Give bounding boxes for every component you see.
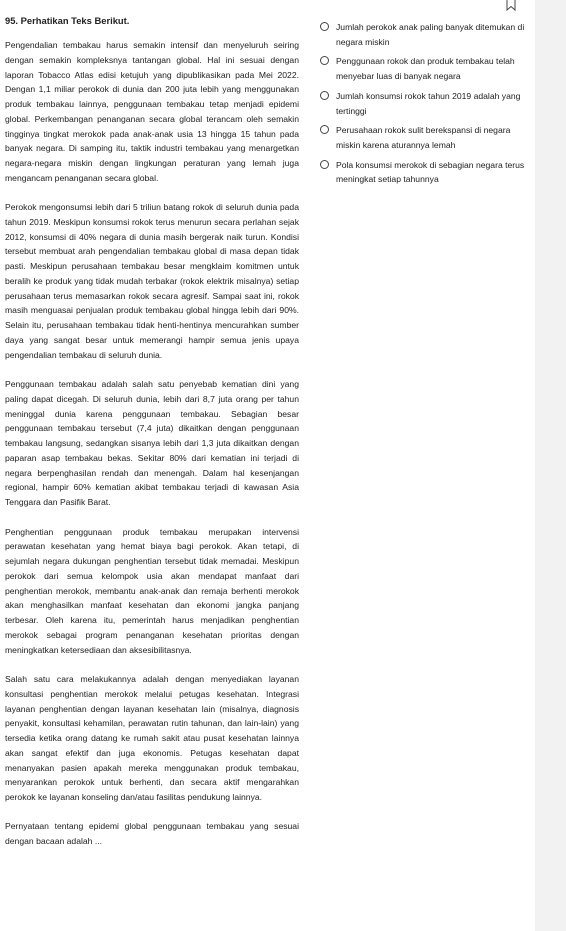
passage-paragraph: Perokok mengonsumsi lebih dari 5 triliun batang rokok di seluruh dunia pada tahun 2019. Meskipun konsumsi rokok terus menurun secara perlahan sejak 2012, konsumsi di 40% negara di dunia masih bergerak naik turun. Kondisi tersebut membuat arah pengendalian tembakau global di masa depan tidak pasti. Meskipun perusahaan tembakau besar mengklaim komitmen untuk beralih ke produk yang tidak mudah terbakar (rokok elektrik misalnya) setiap perusahaan terus memasarkan rokok secara agresif. Sampai saat ini, rokok masih menguasai penjualan produk tembakau global hingga lebih dari 90%. Selain itu, perusahaan tembakau tidak henti-hentinya mencurahkan sumber daya yang sangat besar untuk memerangi hampir semua jenis upaya pengendalian tembakau di seluruh dunia. bbox=[5, 202, 299, 360]
radio-button[interactable] bbox=[320, 56, 329, 65]
passage-paragraph: Penghentian penggunaan produk tembakau merupakan intervensi perawatan kesehatan yang hemat biaya bagi perokok. Akan tetapi, di sejumlah negara dukungan penghentian tersebut tidak memadai. Meskipun perokok dari semua kelompok usia akan mendapat manfaat dari penghentian merokok, membantu anak-anak dan remaja berhenti merokok akan menghasilkan manfaat kesehatan dan ekonomi jangka panjang terbesar. Oleh karena itu, pemerintah harus menjadikan penghentian merokok sebagai program penanganan kesehatan prioritas dengan meningkatkan ketersediaan dan aksesibilitasnya. bbox=[5, 526, 299, 655]
passage-paragraph: Pengendalian tembakau harus semakin intensif dan menyeluruh seiring dengan semakin kompleksnya tantangan global. Hal ini sesuai dengan laporan Tobacco Atlas edisi ketujuh yang dipublikasikan pada Mei 2022. Dengan 1,1 miliar perokok di dunia dan 200 juta lebih yang menggunakan produk tembakau lainnya, penggunaan tembakau tetap menjadi epidemi global. Perkembangan penanganan secara global terancam oleh semakin tingginya tingkat merokok pada anak-anak usia 13 hingga 15 tahun pada banyak negara. Di samping itu, taktik industri tembakau yang menargetkan negara-negara miskin dengan lingkungan peraturan yang lemah juga mengancam penanganan secara global. bbox=[5, 40, 299, 183]
reading-passage bbox=[5, 38, 299, 849]
radio-button[interactable] bbox=[320, 91, 329, 100]
radio-button[interactable] bbox=[320, 160, 329, 169]
option-label: Jumlah perokok anak paling banyak ditemukan di negara miskin bbox=[336, 22, 525, 47]
radio-button[interactable] bbox=[320, 125, 329, 134]
question-prompt: Pernyataan tentang epidemi global penggunaan tembakau yang sesuai dengan bacaan adalah ... bbox=[5, 821, 299, 847]
right-scroll-gutter bbox=[535, 0, 566, 931]
answer-option[interactable] bbox=[320, 123, 525, 152]
passage-paragraph: Penggunaan tembakau adalah salah satu penyebab kematian dini yang paling dapat dicegah. Di seluruh dunia, lebih dari 8,7 juta orang per tahun meninggal dunia karena penggunaan tembakau. Sebagian besar penggunaan tembakau tersebut (7,4 juta) dikaitkan dengan penggunaan tembakau langsung, sedangkan sisanya lebih dari 1,3 juta dikaitkan dengan paparan asap tembakau bekas. Sekitar 80% dari kematian ini terjadi di negara berpenghasilan rendah dan menengah. Dalam hal kesenjangan regional, hampir 60% kematian akibat tembakau terjadi di kawasan Asia Tenggara dan Pasifik Barat. bbox=[5, 379, 299, 508]
passage-paragraph: Salah satu cara melakukannya adalah dengan menyediakan layanan konsultasi penghentian merokok melalui petugas kesehatan. Integrasi layanan penghentian dengan layanan kesehatan lain (misalnya, diagnosis penyakit, konsultasi kehamilan, perawatan rutin tahunan, dan lain-lain) yang tersedia ketika orang datang ke rumah sakit atau pusat kesehatan lainnya akan sangat efektif dan juga ekonomis. Petugas kesehatan dapat menanyakan pasien apakah mereka menggunakan produk tembakau, menyarankan perokok untuk berhenti, dan secara aktif mengarahkan perokok ke layanan konseling dan/atau fasilitas pendukung lainnya. bbox=[5, 674, 299, 802]
radio-button[interactable] bbox=[320, 22, 329, 31]
option-label: Jumlah konsumsi rokok tahun 2019 adalah yang tertinggi bbox=[336, 90, 521, 116]
answer-option[interactable] bbox=[320, 89, 525, 118]
answer-options bbox=[320, 20, 525, 192]
answer-option[interactable] bbox=[320, 158, 525, 187]
answer-option[interactable] bbox=[320, 20, 525, 49]
answer-option[interactable] bbox=[320, 54, 525, 83]
option-label: Penggunaan rokok dan produk tembakau telah menyebar luas di banyak negara bbox=[336, 56, 515, 82]
question-title: 95. Perhatikan Teks Berikut. bbox=[5, 15, 130, 26]
bookmark-icon[interactable] bbox=[504, 0, 518, 11]
option-label: Perusahaan rokok sulit berekspansi di negara miskin karena aturannya lemah bbox=[336, 125, 511, 150]
option-label: Pola konsumsi merokok di sebagian negara terus meningkat setiap tahunnya bbox=[336, 159, 525, 185]
